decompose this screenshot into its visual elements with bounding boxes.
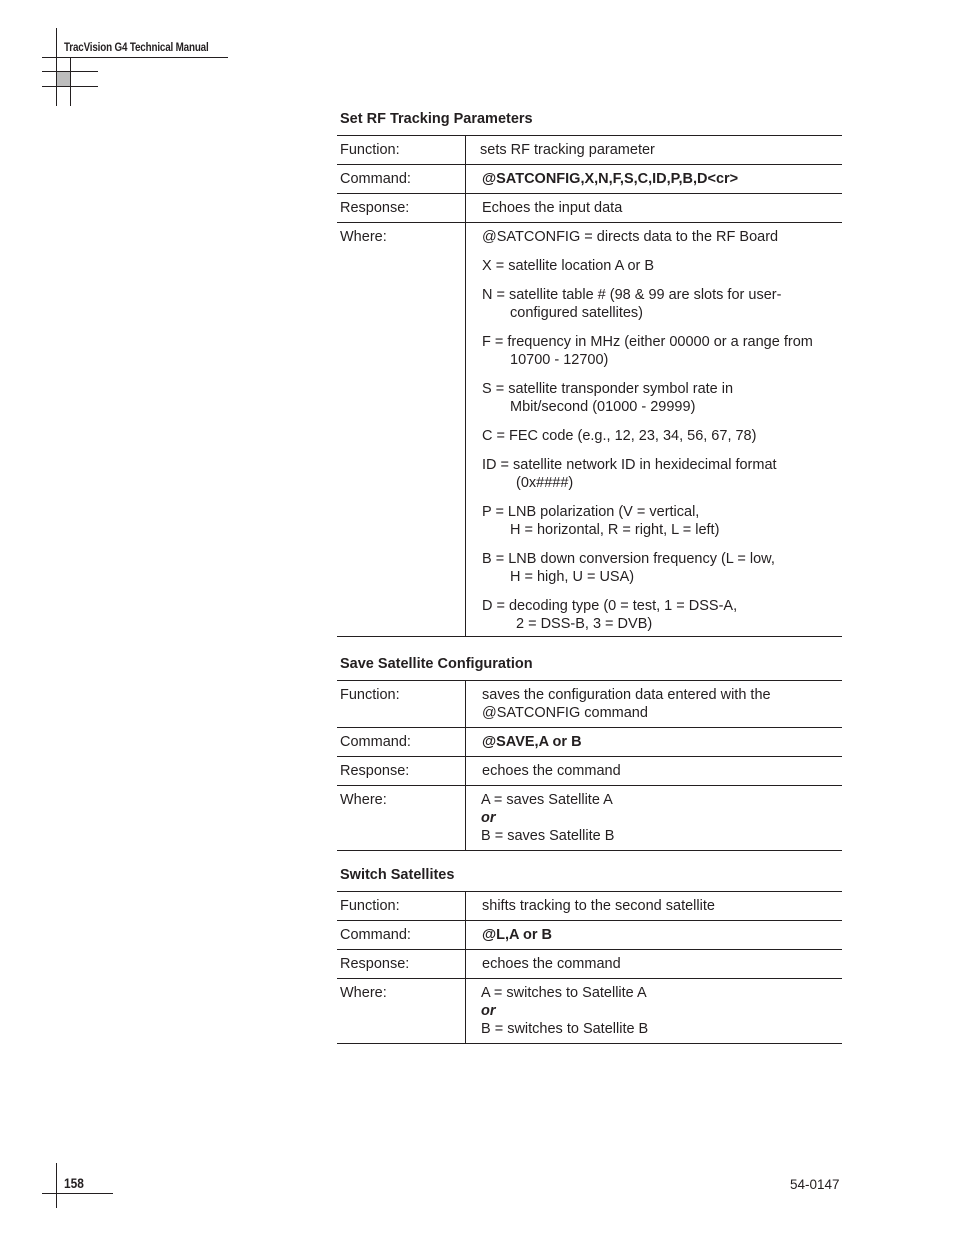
crop-mark-vertical xyxy=(56,28,57,106)
where-item: X = satellite location A or B xyxy=(482,258,655,274)
row-label-function: Function: xyxy=(337,136,466,165)
response-value: echoes the command xyxy=(466,950,843,979)
row-label-response: Response: xyxy=(337,950,466,979)
where-option-b: B = saves Satellite B xyxy=(481,828,615,844)
where-item: D = decoding type (0 = test, 1 = DSS-A, 2 = DSS-B, 3 = DVB) xyxy=(482,598,738,632)
command-value: @SATCONFIG,X,N,F,S,C,ID,P,B,D<cr> xyxy=(466,165,843,194)
row-label-response: Response: xyxy=(337,757,466,786)
running-header-title: TracVision G4 Technical Manual xyxy=(64,40,209,54)
response-value: echoes the command xyxy=(466,757,843,786)
where-item: @SATCONFIG = directs data to the RF Board xyxy=(482,229,779,245)
crop-mark-vertical-2 xyxy=(70,58,71,106)
table-switch-satellites xyxy=(337,891,842,1044)
where-item: F = frequency in MHz (either 00000 or a range from 10700 - 12700) xyxy=(482,334,813,368)
row-label-where: Where: xyxy=(337,979,466,1044)
row-label-where: Where: xyxy=(337,786,466,851)
or-text: or xyxy=(481,1003,496,1019)
where-item: N = satellite table # (98 & 99 are slots for user- configured satellites) xyxy=(482,287,782,321)
row-label-command: Command: xyxy=(337,165,466,194)
where-option-b: B = switches to Satellite B xyxy=(481,1021,649,1037)
table-row xyxy=(337,223,842,637)
footer-rule xyxy=(42,1193,113,1194)
row-label-command: Command: xyxy=(337,728,466,757)
where-option-a: A = saves Satellite A xyxy=(481,792,613,808)
table-row xyxy=(337,921,842,950)
row-label-function: Function: xyxy=(337,892,466,921)
table-row xyxy=(337,165,842,194)
row-label-command: Command: xyxy=(337,921,466,950)
crop-mark-horizontal xyxy=(42,71,98,72)
where-item: ID = satellite network ID in hexidecimal format (0x####) xyxy=(482,457,777,491)
document-number: 54-0147 xyxy=(790,1177,840,1192)
table-save-satellite xyxy=(337,680,842,851)
page-number: 158 xyxy=(64,1175,84,1191)
where-item: S = satellite transponder symbol rate in Mbit/second (01000 - 29999) xyxy=(482,381,734,415)
section-title-save-satellite: Save Satellite Configuration xyxy=(340,656,533,672)
row-label-response: Response: xyxy=(337,194,466,223)
table-row xyxy=(337,136,842,165)
where-item: B = LNB down conversion frequency (L = low, H = high, U = USA) xyxy=(482,551,775,585)
row-label-where: Where: xyxy=(337,223,466,637)
registration-block xyxy=(57,72,70,86)
where-option-a: A = switches to Satellite A xyxy=(481,985,647,1001)
command-value: @L,A or B xyxy=(466,921,843,950)
table-row xyxy=(337,979,842,1044)
crop-mark-horizontal-2 xyxy=(42,86,98,87)
table-row xyxy=(337,728,842,757)
row-label-function: Function: xyxy=(337,681,466,728)
where-item: C = FEC code (e.g., 12, 23, 34, 56, 67, 78) xyxy=(482,428,757,444)
where-list xyxy=(466,223,843,637)
section-title-set-rf-tracking: Set RF Tracking Parameters xyxy=(340,111,533,127)
or-text: or xyxy=(481,810,496,826)
table-row xyxy=(337,681,842,728)
section-title-switch-satellites: Switch Satellites xyxy=(340,867,455,883)
command-value: @SAVE,A or B xyxy=(466,728,843,757)
function-value: saves the configuration data entered with the @SATCONFIG command xyxy=(466,681,843,728)
where-list xyxy=(466,979,843,1044)
where-item: P = LNB polarization (V = vertical, H = horizontal, R = right, L = left) xyxy=(482,504,720,538)
table-set-rf-tracking xyxy=(337,135,842,637)
table-row xyxy=(337,757,842,786)
table-row xyxy=(337,194,842,223)
response-value: Echoes the input data xyxy=(466,194,843,223)
table-row xyxy=(337,950,842,979)
table-row xyxy=(337,786,842,851)
footer-crop-mark-vertical xyxy=(56,1163,57,1208)
where-list xyxy=(466,786,843,851)
table-row xyxy=(337,892,842,921)
header-rule xyxy=(42,57,228,58)
function-value: sets RF tracking parameter xyxy=(466,136,843,165)
function-value: shifts tracking to the second satellite xyxy=(466,892,843,921)
